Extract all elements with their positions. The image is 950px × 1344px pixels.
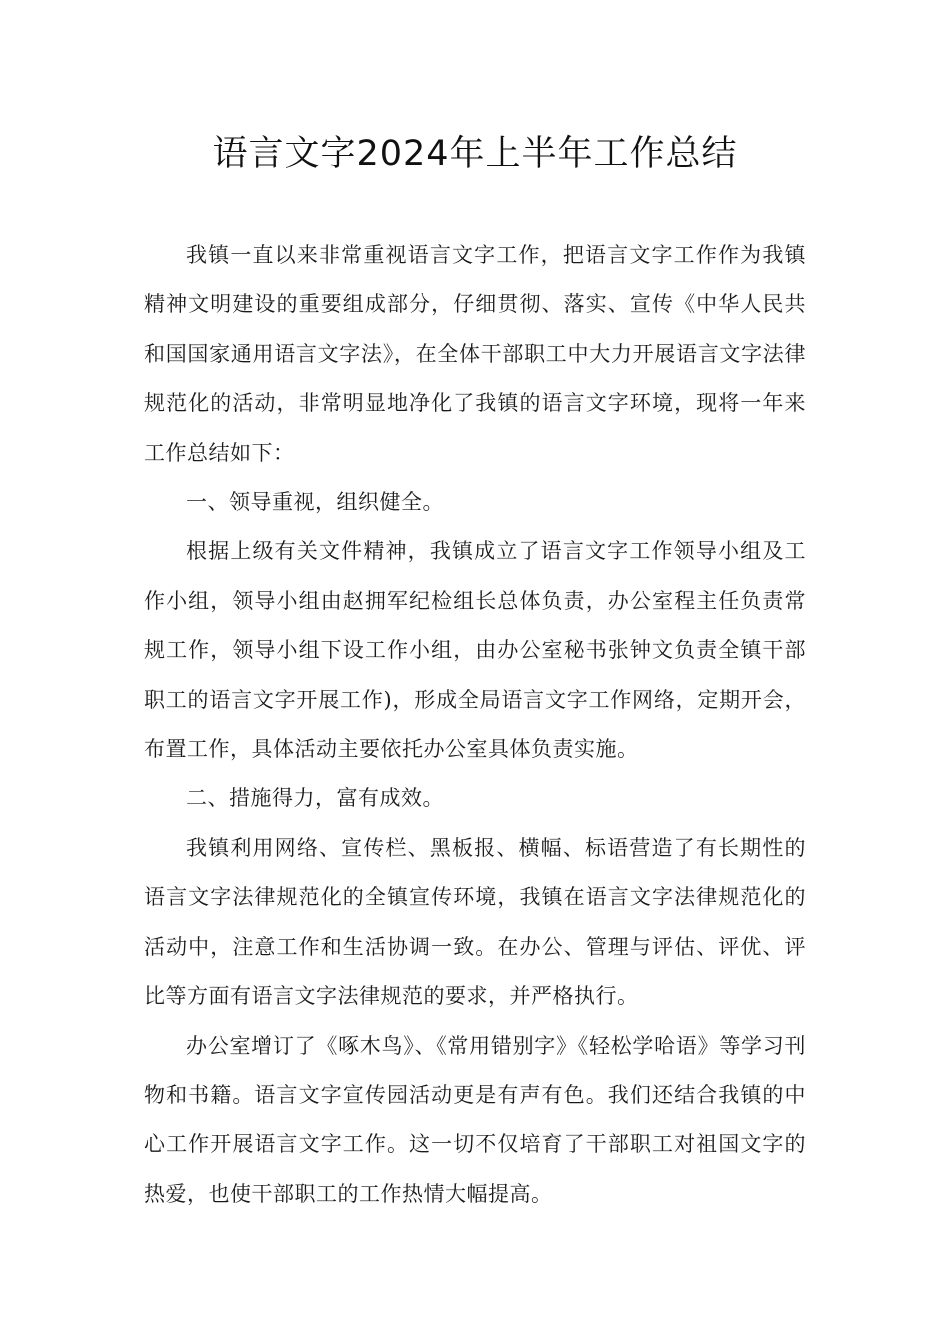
section-heading-2: 二、措施得力，富有成效。: [186, 786, 444, 811]
document-body: [144, 231, 806, 1219]
section-heading-1: 一、领导重视，组织健全。: [186, 490, 444, 515]
section-2-paragraph-2: 办公室增订了《啄木鸟》、《常用错别字》《轻松学哈语》等学习刊物和书籍。语言文字宣传园活动更是有声有色。我们还结合我镇的中心工作开展语言文字工作。这一切不仅培育了干部职工对祖国文字的热爱，也使干部职工的工作热情大幅提高。: [144, 1033, 806, 1206]
section-1-paragraph: 根据上级有关文件精神，我镇成立了语言文字工作领导小组及工作小组，领导小组由赵拥军纪检组长总体负责，办公室程主任负责常规工作，领导小组下设工作小组，由办公室秘书张钟文负责全镇干部职工的语言文字开展工作)，形成全局语言文字工作网络，定期开会，布置工作，具体活动主要依托办公室具体负责实施。: [144, 539, 806, 762]
section-2-paragraph-1: 我镇利用网络、宣传栏、黑板报、横幅、标语营造了有长期性的语言文字法律规范化的全镇宣传环境，我镇在语言文字法律规范化的活动中，注意工作和生活协调一致。在办公、管理与评估、评优、评比等方面有语言文字法律规范的要求，并严格执行。: [144, 835, 806, 1009]
intro-paragraph: 我镇一直以来非常重视语言文字工作，把语言文字工作作为我镇精神文明建设的重要组成部分，仔细贯彻、落实、宣传《中华人民共和国国家通用语言文字法》，在全体干部职工中大力开展语言文字法律规范化的活动，非常明显地净化了我镇的语言文字环境，现将一年来工作总结如下：: [144, 243, 806, 465]
document-title: 语言文字2024年上半年工作总结: [212, 134, 738, 174]
